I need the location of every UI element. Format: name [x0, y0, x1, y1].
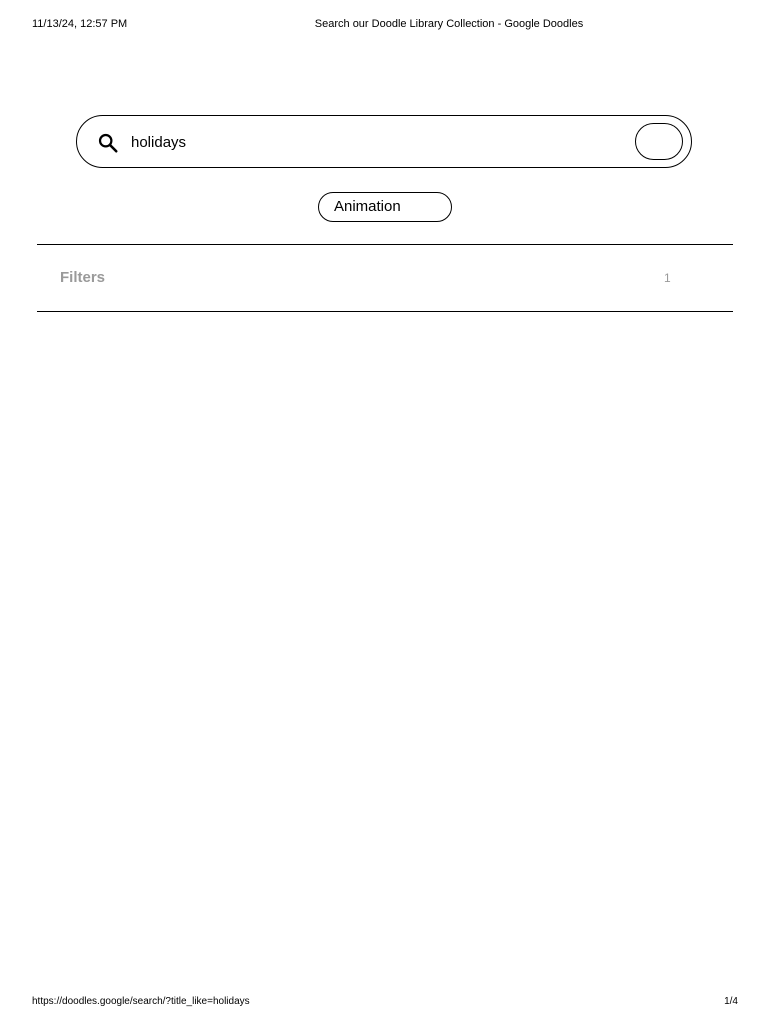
search-bar: [76, 115, 692, 168]
search-toggle-button[interactable]: [635, 123, 683, 160]
filters-toggle[interactable]: [37, 245, 733, 311]
filters-label: Filters: [60, 269, 106, 286]
print-page-number: 1/4: [724, 996, 738, 1007]
search-icon[interactable]: [97, 132, 119, 154]
print-page-title: Search our Doodle Library Collection - Google Doodles: [314, 18, 584, 30]
print-url: https://doodles.google/search/?title_like=holidays: [32, 996, 250, 1007]
search-input[interactable]: [131, 129, 611, 155]
filter-chip-animation[interactable]: Animation: [318, 192, 452, 222]
filters-count-badge: 1: [664, 271, 671, 285]
divider: [37, 311, 733, 312]
print-datetime: 11/13/24, 12:57 PM: [32, 18, 128, 30]
